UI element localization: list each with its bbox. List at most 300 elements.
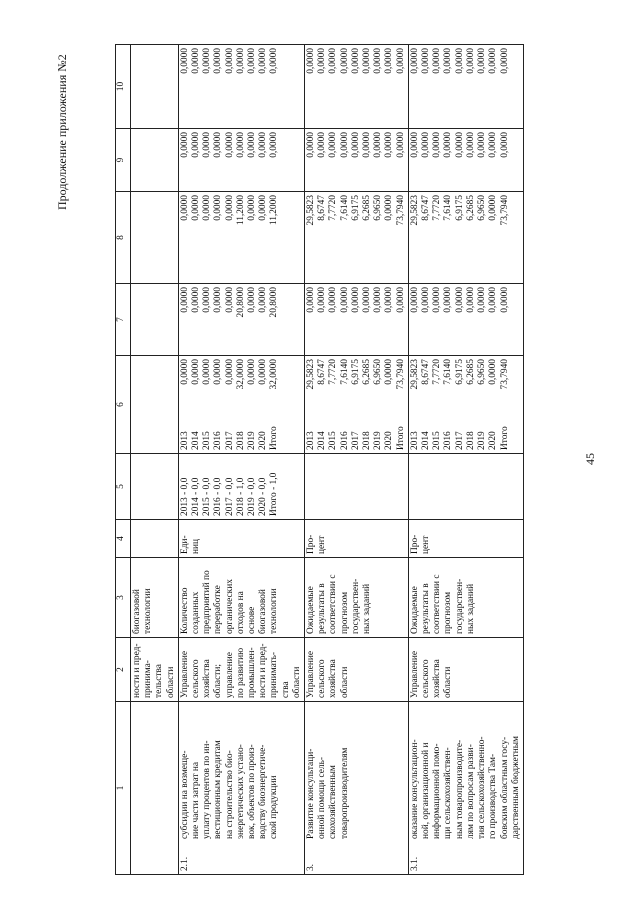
text-line: 7,7720 bbox=[432, 195, 443, 221]
text-line: хозяйства bbox=[202, 659, 213, 698]
year-label: 2015 bbox=[328, 431, 339, 450]
text-line: вестиционным кредитам bbox=[213, 740, 224, 839]
text-line: 0,0000 bbox=[443, 48, 454, 74]
text-line: 2016 - 0,0 bbox=[213, 477, 224, 516]
text-line: 0,0000 bbox=[213, 132, 224, 158]
text-line: цент bbox=[421, 535, 432, 554]
text-line: 0,0000 bbox=[488, 48, 499, 74]
cont-col9 bbox=[131, 129, 179, 192]
cont-col2 bbox=[131, 638, 179, 702]
local-budget-cell bbox=[178, 129, 304, 192]
other-sources-cell bbox=[178, 45, 304, 129]
text-line: оказание консультацион- bbox=[409, 739, 420, 839]
target-values-cell bbox=[408, 454, 523, 520]
unit-cell bbox=[305, 520, 409, 558]
activity-text bbox=[306, 748, 351, 839]
year-line bbox=[317, 359, 328, 450]
local-budget-cell bbox=[408, 129, 523, 192]
year-line bbox=[236, 359, 247, 450]
header-cell: 9 bbox=[116, 129, 131, 192]
text-line: 0,0000 bbox=[191, 195, 202, 221]
table-row bbox=[408, 45, 523, 875]
text-line: 0,0000 bbox=[350, 287, 361, 313]
text-line: онной помощи сель- bbox=[317, 756, 328, 839]
text-line: 0,0000 bbox=[465, 132, 476, 158]
text-line: 0,0000 bbox=[454, 48, 465, 74]
text-line: 0,0000 bbox=[317, 287, 328, 313]
text-line: управление bbox=[224, 652, 235, 698]
text-line: 0,0000 bbox=[258, 132, 269, 158]
year-label: 2020 bbox=[488, 431, 499, 450]
text-line: соответствии с bbox=[328, 574, 339, 634]
row-index: 3. bbox=[306, 863, 317, 871]
year-line bbox=[477, 359, 488, 450]
text-line: 0,0000 bbox=[499, 287, 510, 313]
header-row bbox=[116, 45, 131, 875]
text-line: 0,0000 bbox=[213, 48, 224, 74]
regional-budget-cell bbox=[178, 192, 304, 284]
activity-cell bbox=[305, 702, 409, 875]
text-line: 6,9175 bbox=[454, 195, 465, 221]
text-line: 0,0000 bbox=[421, 287, 432, 313]
text-line: энергетических устано- bbox=[235, 744, 246, 839]
text-line: на строительство био- bbox=[224, 750, 235, 839]
text-line: 0,0000 bbox=[258, 195, 269, 221]
text-line: 0,0000 bbox=[224, 195, 235, 221]
year-label: 2019 bbox=[373, 431, 384, 450]
header-cell: 5 bbox=[116, 454, 131, 520]
total-value: 29,5823 bbox=[409, 359, 420, 390]
table-body bbox=[131, 45, 524, 875]
year-label: 2016 bbox=[443, 431, 454, 450]
responsible-cell bbox=[408, 638, 523, 702]
total-value: 0,0000 bbox=[179, 359, 190, 385]
text-line: 0,0000 bbox=[384, 132, 395, 158]
total-value: 0,0000 bbox=[202, 359, 213, 385]
activity-text bbox=[410, 736, 522, 839]
text-line: 7,6140 bbox=[443, 195, 454, 221]
text-line: ности и пред- bbox=[258, 643, 269, 698]
total-value: 32,0000 bbox=[269, 359, 280, 390]
text-line: Итого - 1,0 bbox=[269, 472, 280, 516]
years-total-cell bbox=[408, 356, 523, 454]
year-line bbox=[500, 359, 511, 450]
text-line: ниц bbox=[191, 538, 202, 554]
text-line: Про- bbox=[409, 534, 420, 554]
table-row bbox=[178, 45, 304, 875]
text-line: 0,0000 bbox=[432, 48, 443, 74]
text-line: 0,0000 bbox=[443, 132, 454, 158]
federal-budget-cell bbox=[408, 284, 523, 356]
total-value: 7,7720 bbox=[328, 359, 339, 385]
text-line: 0,0000 bbox=[395, 48, 406, 74]
text-line: уплату процентов по ин- bbox=[202, 740, 213, 839]
year-line bbox=[202, 359, 213, 450]
total-value: 6,2685 bbox=[362, 359, 373, 385]
text-line: органических bbox=[224, 579, 235, 634]
text-line: 0,0000 bbox=[373, 287, 384, 313]
text-line: 0,0000 bbox=[488, 132, 499, 158]
cont-col7 bbox=[131, 284, 179, 356]
text-line: 0,0000 bbox=[191, 132, 202, 158]
text-line: ской продукции bbox=[269, 775, 280, 839]
year-label: 2013 bbox=[306, 431, 317, 450]
text-line: 0,0000 bbox=[224, 132, 235, 158]
text-line: промышлен- bbox=[247, 647, 258, 698]
table-row bbox=[305, 45, 409, 875]
text-line: 0,0000 bbox=[306, 287, 317, 313]
text-line: 0,0000 bbox=[362, 287, 373, 313]
text-line: 0,0000 bbox=[432, 287, 443, 313]
cont-col5 bbox=[131, 454, 179, 520]
text-line: 0,0000 bbox=[306, 48, 317, 74]
federal-budget-cell bbox=[178, 284, 304, 356]
text-line: области; bbox=[213, 664, 224, 698]
text-line: 0,0000 bbox=[202, 287, 213, 313]
text-line: лям по вопросам разви- bbox=[465, 744, 476, 839]
text-line: 11,2000 bbox=[235, 195, 246, 226]
activity-text bbox=[180, 740, 281, 839]
text-line: 0,0000 bbox=[179, 132, 190, 158]
year-label: 2016 bbox=[213, 431, 224, 450]
text-line: 0,0000 bbox=[213, 195, 224, 221]
text-line: результаты в bbox=[317, 583, 328, 634]
regional-budget-cell bbox=[305, 192, 409, 284]
total-value: 6,9650 bbox=[373, 359, 384, 385]
text-line: Управление bbox=[306, 650, 317, 698]
text-line: принима- bbox=[143, 660, 154, 698]
text-line: 2020 - 0,0 bbox=[258, 477, 269, 516]
text-line: 0,0000 bbox=[339, 48, 350, 74]
text-line: 0,0000 bbox=[421, 48, 432, 74]
text-line: Про- bbox=[306, 534, 317, 554]
year-label: Итого bbox=[269, 426, 280, 450]
text-line: 0,0000 bbox=[339, 132, 350, 158]
text-line: 0,0000 bbox=[477, 287, 488, 313]
text-line: сельского bbox=[421, 659, 432, 698]
local-budget-cell bbox=[305, 129, 409, 192]
text-line: 0,0000 bbox=[328, 132, 339, 158]
text-line: 0,0000 bbox=[465, 287, 476, 313]
text-line: 0,0000 bbox=[409, 48, 420, 74]
text-line: 8,6747 bbox=[317, 195, 328, 221]
text-line: принимать- bbox=[269, 651, 280, 698]
indicator-cell bbox=[178, 558, 304, 638]
text-line: Еди- bbox=[179, 535, 190, 554]
year-label: Итого bbox=[395, 426, 406, 450]
text-line: цент bbox=[317, 535, 328, 554]
total-value: 6,9650 bbox=[477, 359, 488, 385]
text-line: хозяйства bbox=[432, 659, 443, 698]
text-line: 0,0000 bbox=[432, 132, 443, 158]
text-line: 6,9650 bbox=[477, 195, 488, 221]
text-line: 0,0000 bbox=[454, 132, 465, 158]
year-label: 2013 bbox=[409, 431, 420, 450]
total-value: 0,0000 bbox=[258, 359, 269, 385]
year-line bbox=[432, 359, 443, 450]
total-value: 7,6140 bbox=[443, 359, 454, 385]
text-line: соответствии с bbox=[432, 574, 443, 634]
header-cell: 2 bbox=[116, 638, 131, 702]
total-value: 73,7940 bbox=[499, 359, 510, 390]
text-line: области bbox=[165, 666, 176, 698]
text-line: ной, организационной и bbox=[421, 742, 432, 839]
text-line: 2014 - 0,0 bbox=[191, 477, 202, 516]
text-line: 0,0000 bbox=[247, 287, 258, 313]
text-line: 8,6747 bbox=[421, 195, 432, 221]
text-line: 0,0000 bbox=[454, 287, 465, 313]
total-value: 0,0000 bbox=[224, 359, 235, 385]
other-sources-cell bbox=[408, 45, 523, 129]
text-line: 0,0000 bbox=[395, 132, 406, 158]
text-line: 6,9175 bbox=[350, 195, 361, 221]
text-line: технологии bbox=[269, 588, 280, 634]
text-line: ства bbox=[280, 681, 291, 698]
text-line: 29,5823 bbox=[409, 195, 420, 226]
year-label: 2017 bbox=[350, 431, 361, 450]
text-line: 2019 - 0,0 bbox=[247, 477, 258, 516]
text-line: тия сельскохозяйственно- bbox=[477, 736, 488, 839]
text-line: 0,0000 bbox=[362, 48, 373, 74]
text-line: 0,0000 bbox=[409, 287, 420, 313]
text-line: 0,0000 bbox=[258, 287, 269, 313]
text-line: 0,0000 bbox=[477, 48, 488, 74]
indicator-cell bbox=[305, 558, 409, 638]
years-total-cell bbox=[305, 356, 409, 454]
text-line: 0,0000 bbox=[350, 48, 361, 74]
year-label: 2019 bbox=[477, 431, 488, 450]
text-line: основе bbox=[247, 606, 258, 634]
text-line: 0,0000 bbox=[339, 287, 350, 313]
header-cell: 4 bbox=[116, 520, 131, 558]
text-line: товаропроизводителям bbox=[339, 747, 350, 839]
year-line bbox=[362, 359, 373, 450]
text-line: 0,0000 bbox=[384, 195, 395, 221]
text-line: биогазовой bbox=[132, 589, 142, 634]
text-line: 0,0000 bbox=[488, 195, 499, 221]
text-line: 0,0000 bbox=[373, 132, 384, 158]
year-line bbox=[384, 359, 395, 450]
year-line bbox=[258, 359, 269, 450]
year-label: 2020 bbox=[258, 431, 269, 450]
text-line: Управление bbox=[409, 650, 420, 698]
cont-col4 bbox=[131, 520, 179, 558]
text-line: 0,0000 bbox=[202, 195, 213, 221]
text-line: 2013 - 0,0 bbox=[179, 477, 190, 516]
year-line bbox=[351, 359, 362, 450]
year-label: 2018 bbox=[235, 431, 246, 450]
text-line: прогнозом bbox=[339, 591, 350, 634]
appendix-caption: Продолжение приложения №2 bbox=[55, 54, 69, 210]
total-value: 29,5823 bbox=[306, 359, 317, 390]
text-line: переработке bbox=[213, 585, 224, 634]
text-line: 6,2685 bbox=[465, 195, 476, 221]
year-line bbox=[443, 359, 454, 450]
year-line bbox=[191, 359, 202, 450]
text-line: Количество bbox=[179, 587, 190, 634]
year-label: 2015 bbox=[432, 431, 443, 450]
program-table bbox=[115, 44, 524, 875]
cont-col8 bbox=[131, 192, 179, 284]
text-line: 0,0000 bbox=[350, 132, 361, 158]
text-line: дарственным бюджетным bbox=[510, 736, 521, 839]
text-line: государствен- bbox=[454, 578, 465, 634]
year-label: 2018 bbox=[465, 431, 476, 450]
text-line: ности и пред- bbox=[132, 643, 142, 698]
year-line bbox=[410, 359, 421, 450]
regional-budget-cell bbox=[408, 192, 523, 284]
text-line: 0,0000 bbox=[224, 287, 235, 313]
text-line: 0,0000 bbox=[421, 132, 432, 158]
total-value: 7,7720 bbox=[432, 359, 443, 385]
text-line: 6,2685 bbox=[362, 195, 373, 221]
text-line: Управление bbox=[179, 650, 190, 698]
cont-col3 bbox=[131, 558, 179, 638]
text-line: сельского bbox=[317, 659, 328, 698]
text-line: тельства bbox=[154, 664, 165, 698]
text-line: 7,7720 bbox=[328, 195, 339, 221]
text-line: 0,0000 bbox=[247, 48, 258, 74]
unit-cell bbox=[408, 520, 523, 558]
total-value: 8,6747 bbox=[421, 359, 432, 385]
text-line: ных заданий bbox=[465, 583, 476, 634]
header-cell: 10 bbox=[116, 45, 131, 129]
year-label: 2017 bbox=[224, 431, 235, 450]
total-value: 73,7940 bbox=[395, 359, 406, 390]
text-line: 0,0000 bbox=[191, 287, 202, 313]
text-line: 0,0000 bbox=[373, 48, 384, 74]
target-values-cell bbox=[178, 454, 304, 520]
cont-col1 bbox=[131, 702, 179, 875]
continuation-row bbox=[131, 45, 179, 875]
header-cell: 7 bbox=[116, 284, 131, 356]
text-line: вок, объектов по произ- bbox=[247, 744, 258, 839]
header-cell: 8 bbox=[116, 192, 131, 284]
text-line: 0,0000 bbox=[395, 287, 406, 313]
text-line: 2015 - 0,0 bbox=[202, 477, 213, 516]
year-label: 2014 bbox=[191, 431, 202, 450]
text-line: Ожидаемые bbox=[409, 586, 420, 634]
text-line: 0,0000 bbox=[465, 48, 476, 74]
text-line: предприятий по bbox=[202, 570, 213, 634]
text-line: хозяйства bbox=[328, 659, 339, 698]
text-line: 0,0000 bbox=[443, 287, 454, 313]
text-line: 0,0000 bbox=[235, 48, 246, 74]
text-line: скохозяйственным bbox=[328, 765, 339, 839]
text-line: 0,0000 bbox=[306, 132, 317, 158]
year-line bbox=[396, 359, 407, 450]
text-line: 0,0000 bbox=[269, 132, 280, 158]
text-line: 0,0000 bbox=[328, 287, 339, 313]
text-line: 0,0000 bbox=[179, 287, 190, 313]
total-value: 0,0000 bbox=[213, 359, 224, 385]
text-line: 0,0000 bbox=[362, 132, 373, 158]
total-value: 0,0000 bbox=[488, 359, 499, 385]
year-label: 2018 bbox=[362, 431, 373, 450]
year-line bbox=[269, 359, 280, 450]
text-line: 0,0000 bbox=[269, 48, 280, 74]
text-line: 0,0000 bbox=[477, 132, 488, 158]
total-value: 6,9175 bbox=[454, 359, 465, 385]
text-line: информационной помо- bbox=[432, 743, 443, 839]
text-line: 0,0000 bbox=[179, 195, 190, 221]
text-line: водству биоэнергетиче- bbox=[258, 744, 269, 839]
year-line bbox=[247, 359, 258, 450]
indicator-cell bbox=[408, 558, 523, 638]
year-line bbox=[421, 359, 432, 450]
text-line: 0,0000 bbox=[258, 48, 269, 74]
text-line: 0,0000 bbox=[328, 48, 339, 74]
year-line bbox=[488, 359, 499, 450]
year-label: 2016 bbox=[339, 431, 350, 450]
total-value: 0,0000 bbox=[191, 359, 202, 385]
text-line: 0,0000 bbox=[202, 48, 213, 74]
year-line bbox=[340, 359, 351, 450]
total-value: 7,6140 bbox=[339, 359, 350, 385]
years-total-cell bbox=[178, 356, 304, 454]
text-line: результаты в bbox=[421, 583, 432, 634]
total-value: 6,2685 bbox=[465, 359, 476, 385]
text-line: 11,2000 bbox=[269, 195, 280, 226]
year-label: 2015 bbox=[202, 431, 213, 450]
text-line: области bbox=[443, 666, 454, 698]
text-line: Развитие консультаци- bbox=[306, 748, 317, 839]
total-value: 0,0000 bbox=[384, 359, 395, 385]
text-line: 29,5823 bbox=[306, 195, 317, 226]
year-label: 2014 bbox=[317, 431, 328, 450]
year-line bbox=[306, 359, 317, 450]
text-line: 7,6140 bbox=[339, 195, 350, 221]
year-line bbox=[466, 359, 477, 450]
text-line: 0,0000 bbox=[488, 287, 499, 313]
text-line: 0,0000 bbox=[213, 287, 224, 313]
year-label: 2019 bbox=[247, 431, 258, 450]
year-line bbox=[225, 359, 236, 450]
text-line: 0,0000 bbox=[499, 132, 510, 158]
text-line: отходов на bbox=[235, 591, 246, 634]
unit-cell bbox=[178, 520, 304, 558]
text-line: 0,0000 bbox=[247, 132, 258, 158]
text-line: 0,0000 bbox=[384, 48, 395, 74]
text-line: го производства Там- bbox=[488, 753, 499, 839]
text-line: 0,0000 bbox=[499, 48, 510, 74]
text-line: 0,0000 bbox=[202, 132, 213, 158]
year-line bbox=[373, 359, 384, 450]
text-line: 0,0000 bbox=[191, 48, 202, 74]
text-line: 0,0000 bbox=[235, 132, 246, 158]
text-line: технологии bbox=[143, 588, 154, 634]
text-line: 73,7940 bbox=[395, 195, 406, 226]
text-line: созданных bbox=[191, 591, 202, 634]
header-cell: 3 bbox=[116, 558, 131, 638]
activity-cell bbox=[408, 702, 523, 875]
year-line bbox=[455, 359, 466, 450]
text-line: 2018 - 1,0 bbox=[235, 477, 246, 516]
total-value: 8,6747 bbox=[317, 359, 328, 385]
year-line bbox=[213, 359, 224, 450]
text-line: 20,8000 bbox=[269, 287, 280, 318]
text-line: 0,0000 bbox=[317, 48, 328, 74]
text-line: 0,0000 bbox=[179, 48, 190, 74]
responsible-cell bbox=[305, 638, 409, 702]
text-line: ние части затрат на bbox=[191, 761, 202, 839]
text-line: 2017 - 0,0 bbox=[224, 477, 235, 516]
text-line: прогнозом bbox=[443, 591, 454, 634]
text-line: по развитию bbox=[235, 647, 246, 698]
other-sources-cell bbox=[305, 45, 409, 129]
federal-budget-cell bbox=[305, 284, 409, 356]
year-line bbox=[180, 359, 191, 450]
